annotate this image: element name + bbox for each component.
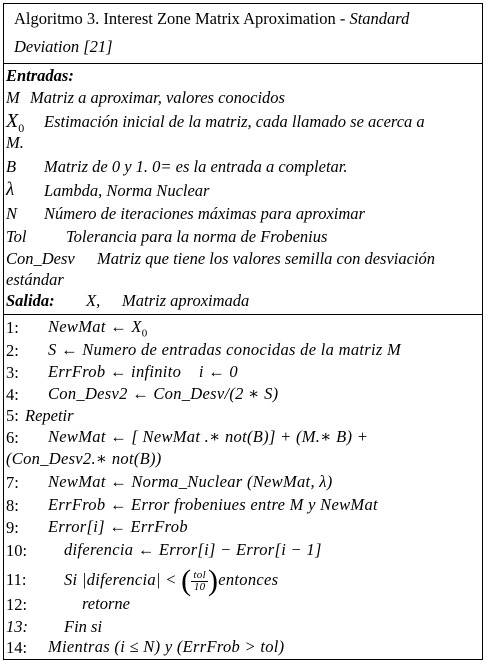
input-ConDesv-desc: Matriz que tiene los valores semilla con desviación xyxy=(97,249,436,268)
step-8-code: ErrFrob ← Error frobeniues entre M y NewMat xyxy=(48,495,378,514)
io-divider xyxy=(3,314,483,315)
step-14-code: Mientras (i ≤ N) y (ErrFrob > tol) xyxy=(48,637,285,656)
step-11-number: 11: xyxy=(6,570,27,589)
input-M-desc: Matriz a aproximar, valores conocidos xyxy=(30,88,285,107)
step-3-number: 3: xyxy=(6,363,19,382)
title-prefix: Algoritmo 3. Interest Zone Matrix Aproximation - xyxy=(14,9,350,28)
step-4-code: Con_Desv2 ← Con_Desv/(2 ∗ S) xyxy=(48,384,279,403)
tol-fraction: $\frac{\text{tol}}{10}$ xyxy=(193,568,206,593)
output-X-desc: Matriz aproximada xyxy=(122,291,250,310)
step-1-number: 1: xyxy=(6,318,19,337)
input-X0-desc: Estimación inicial de la matriz, cada llamado se acerca a xyxy=(44,112,425,131)
step-11-then: entonces xyxy=(218,570,279,589)
step-9-number: 9: xyxy=(6,518,19,537)
input-N-desc: Número de iteraciones máximas para aproximar xyxy=(44,204,365,223)
input-lambda-desc: Lambda, Norma Nuclear xyxy=(44,181,210,200)
input-Tol-desc: Tolerancia para la norma de Frobenius xyxy=(66,227,328,246)
step-6-code: NewMat ← [ NewMat .∗ not(B)] + (M.∗ B) + xyxy=(48,427,369,446)
input-ConDesv-symbol: Con_Desv xyxy=(6,249,75,268)
input-ConDesv-desc-cont: estándar xyxy=(6,270,64,289)
step-10-code: diferencia ← Error[i] − Error[i − 1] xyxy=(64,540,322,559)
step-11-code: Si |diferencia| < ( $\frac{\text{tol}}{10}$ )entonces xyxy=(64,564,279,598)
step-6-number: 6: xyxy=(6,428,19,447)
input-X0-symbol: $X_0$ xyxy=(6,110,25,135)
input-lambda-symbol: λ xyxy=(6,179,15,200)
input-Tol-symbol: Tol xyxy=(6,227,27,246)
step-13-number: 13: xyxy=(6,617,28,636)
input-M-symbol: M xyxy=(6,88,20,107)
step-6-code-cont: (Con_Desv2.∗ not(B)) xyxy=(6,449,162,468)
input-B-desc: Matriz de 0 y 1. 0= es la entrada a completar. xyxy=(44,157,348,176)
step-12-text: retorne xyxy=(82,594,130,613)
step-1-code: NewMat ← $X_0$ xyxy=(48,317,148,340)
step-10-number: 10: xyxy=(6,541,28,560)
step-5-number: 5: xyxy=(6,406,19,425)
input-B-symbol: B xyxy=(6,157,17,176)
step-2-code: S ← Numero de entradas conocidas de la matriz M xyxy=(48,340,402,359)
step-2-number: 2: xyxy=(6,341,19,360)
step-8-number: 8: xyxy=(6,496,19,515)
algorithm-title-cont: Deviation [21] xyxy=(14,37,113,56)
step-11-condition: Si |diferencia| < xyxy=(64,570,177,589)
step-9-code: Error[i] ← ErrFrob xyxy=(48,517,188,536)
title-italic-1: Standard xyxy=(349,9,410,28)
step-5-text: Repetir xyxy=(25,406,74,425)
title-divider xyxy=(3,63,483,64)
algorithm-title xyxy=(14,9,409,29)
inputs-heading: Entradas: xyxy=(6,66,74,85)
step-3-code: ErrFrob ← infinito i ← 0 xyxy=(48,362,238,381)
input-X0-desc-cont: M. xyxy=(6,133,24,152)
output-heading: Salida: xyxy=(6,291,55,310)
step-13-text: Fin si xyxy=(64,617,103,636)
step-7-code: NewMat ← Norma_Nuclear (NewMat, λ) xyxy=(48,472,333,491)
step-12-number: 12: xyxy=(6,595,28,614)
output-X-symbol: X, xyxy=(86,291,101,310)
step-7-number: 7: xyxy=(6,473,19,492)
input-N-symbol: N xyxy=(6,204,18,223)
step-4-number: 4: xyxy=(6,385,19,404)
step-14-number: 14: xyxy=(6,638,28,657)
